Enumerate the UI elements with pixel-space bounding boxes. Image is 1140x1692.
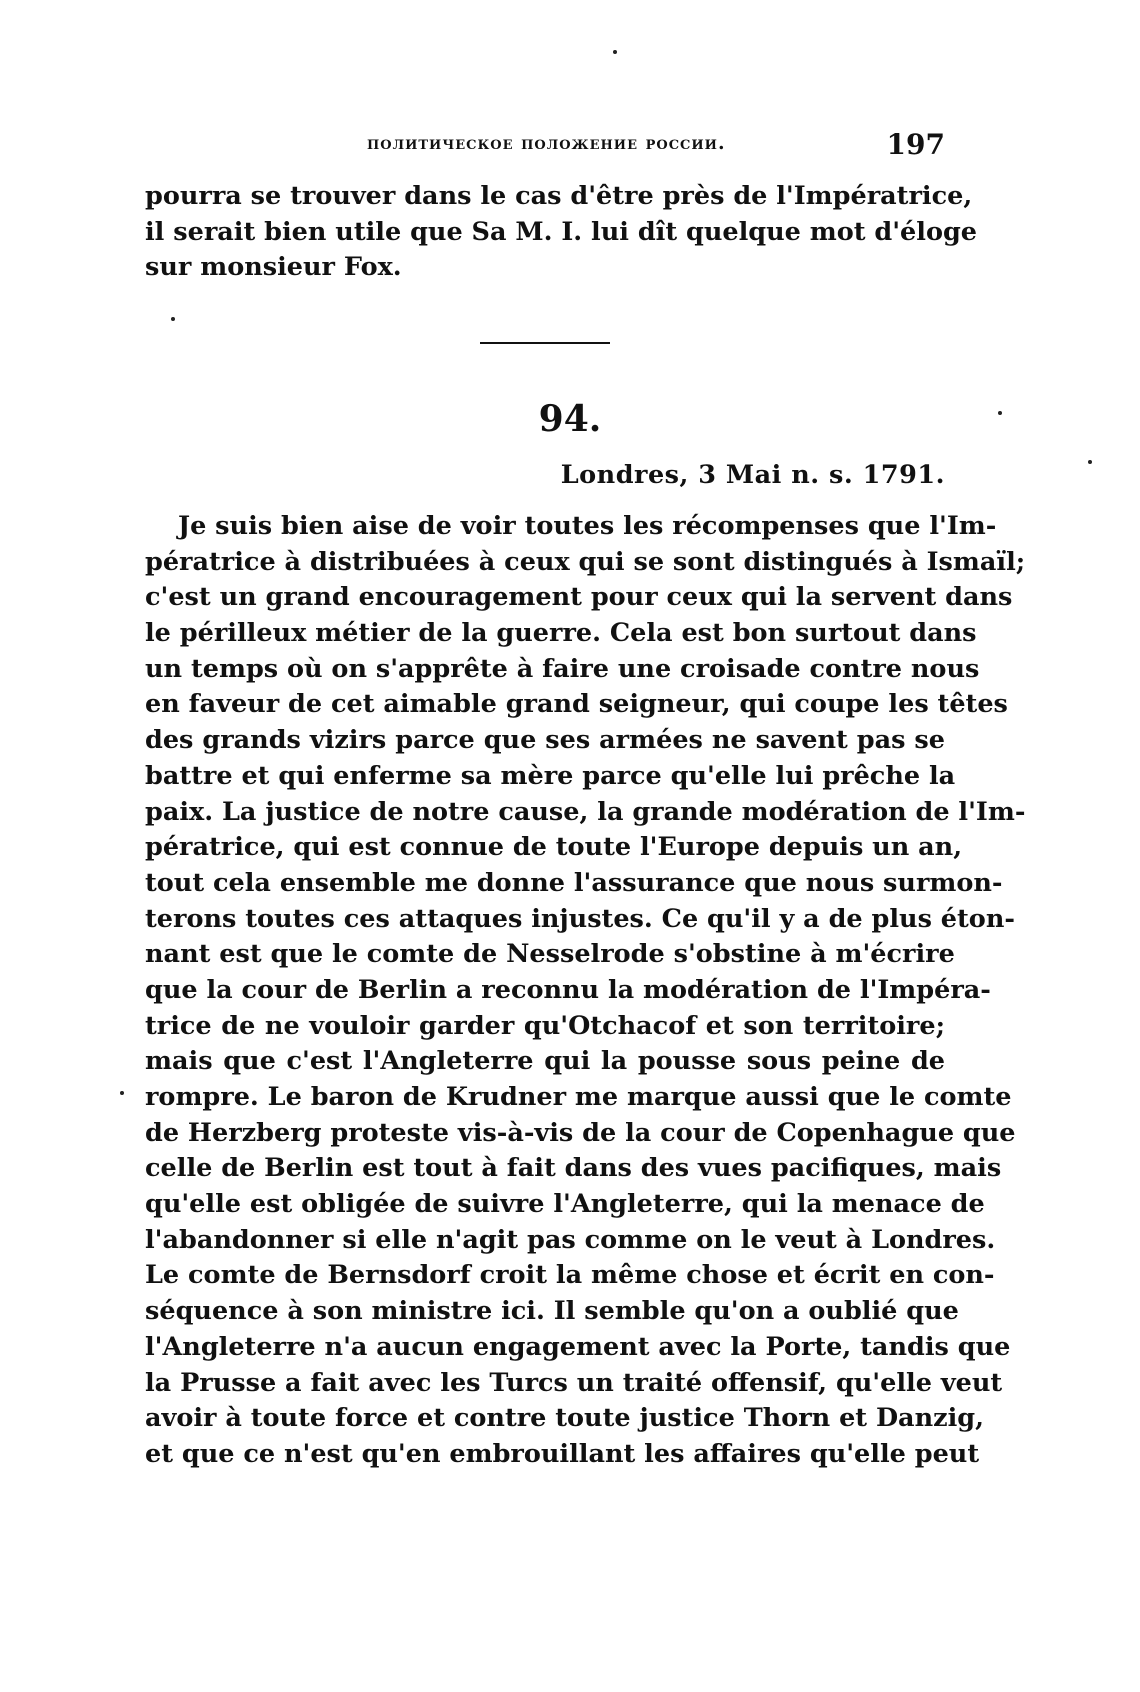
text-line: sur monsieur Fox.: [145, 252, 402, 283]
text-line: pératrice, qui est connue de toute l'Europe depuis un an,: [145, 832, 963, 863]
text-line: le périlleux métier de la guerre. Cela est bon surtout dans: [145, 618, 977, 649]
text-line: c'est un grand encouragement pour ceux qui la servent dans: [145, 582, 1013, 613]
text-line: l'abandonner si elle n'agit pas comme on le veut à Londres.: [145, 1224, 996, 1255]
text-line: paix. La justice de notre cause, la grande modération de l'Im-: [145, 796, 1026, 827]
text-line: battre et qui enferme sa mère parce qu'elle lui prêche la: [145, 760, 956, 791]
text-line: séquence à son ministre ici. Il semble qu'on a oublié que: [145, 1296, 959, 1327]
page-number: 197: [886, 128, 945, 161]
text-line: et que ce n'est qu'en embrouillant les affaires qu'elle peut: [145, 1438, 980, 1469]
text-line: rompre. Le baron de Krudner me marque aussi que le comte: [145, 1082, 1012, 1112]
text-line: tout cela ensemble me donne l'assurance que nous surmon-: [145, 867, 1003, 898]
text-line: avoir à toute force et contre toute justice Thorn et Danzig,: [145, 1403, 984, 1434]
text-line: un temps où on s'apprête à faire une croisade contre nous: [145, 653, 980, 684]
letter-body: [145, 509, 1026, 1473]
text-line: en faveur de cet aimable grand seigneur, qui coupe les têtes: [145, 689, 1008, 720]
text-line: Le comte de Bernsdorf croit la même chose et écrit en con-: [145, 1260, 995, 1291]
scan-speck: [998, 411, 1002, 415]
letter-number: 94.: [538, 398, 602, 440]
opening-paragraph: [145, 179, 978, 286]
text-line: trice de ne vouloir garder qu'Otchacof et son territoire;: [145, 1010, 945, 1041]
scan-speck: [613, 50, 617, 54]
text-line: nant est que le comte de Nesselrode s'obstine à m'écrire: [145, 939, 955, 970]
scan-speck: [1088, 460, 1092, 464]
text-line: l'Angleterre n'a aucun engagement avec la Porte, tandis que: [145, 1331, 1011, 1362]
scan-speck: [171, 317, 175, 321]
text-line: pourra se trouver dans le cas d'être près de l'Impératrice,: [145, 181, 973, 211]
text-line: de Herzberg proteste vis-à-vis de la cour de Copenhague que: [145, 1117, 1016, 1148]
text-line: des grands vizirs parce que ses armées ne savent pas se: [145, 725, 945, 756]
scan-speck: [120, 1091, 124, 1095]
text-line: mais que c'est l'Angleterre qui la pousse sous peine de: [145, 1046, 945, 1077]
running-title: политическое положение россии.: [367, 132, 726, 154]
text-line: pératrice à distribuées à ceux qui se sont distingués à Ismaïl;: [145, 546, 1026, 577]
text-line: terons toutes ces attaques injustes. Ce qu'il y a de plus éton-: [145, 903, 1015, 934]
text-line: la Prusse a fait avec les Turcs un traité offensif, qu'elle veut: [145, 1367, 1003, 1398]
dateline: Londres, 3 Mai n. s. 1791.: [560, 460, 945, 490]
text-line: qu'elle est obligée de suivre l'Angleterre, qui la menace de: [145, 1189, 985, 1220]
text-line: que la cour de Berlin a reconnu la modération de l'Impéra-: [145, 974, 991, 1005]
text-line: celle de Berlin est tout à fait dans des vues pacifiques, mais: [145, 1153, 1002, 1184]
text-line: il serait bien utile que Sa M. I. lui dît quelque mot d'éloge: [145, 216, 978, 247]
text-line: Je suis bien aise de voir toutes les récompenses que l'Im-: [178, 511, 997, 541]
running-head: [145, 128, 945, 168]
section-separator: [480, 342, 610, 344]
